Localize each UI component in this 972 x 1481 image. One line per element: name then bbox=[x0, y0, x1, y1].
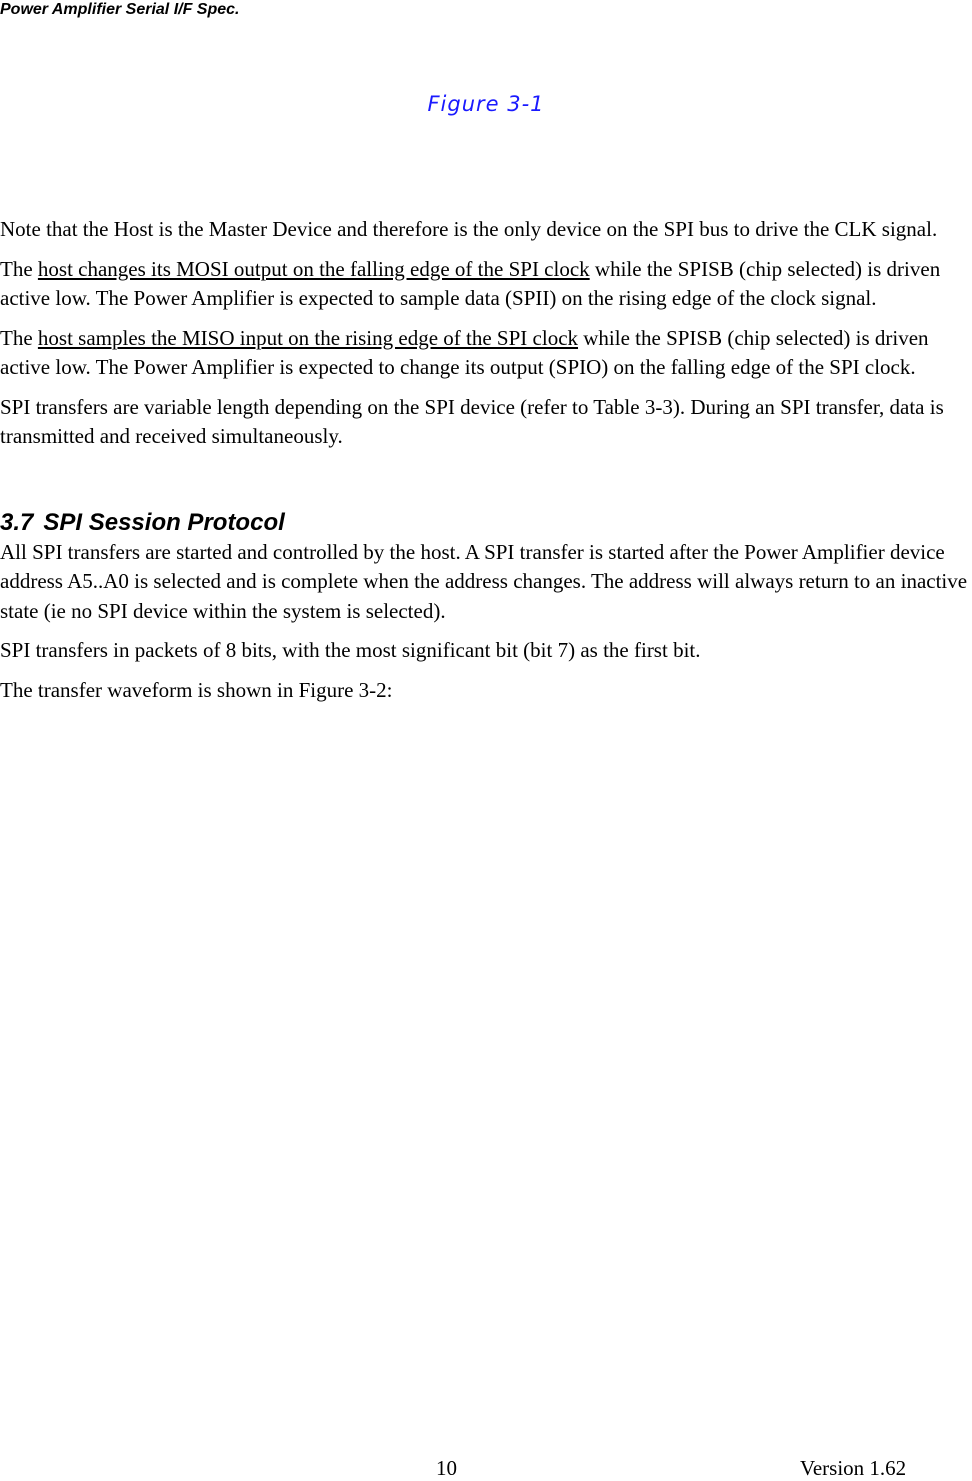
paragraph-packet-size: SPI transfers in packets of 8 bits, with the most significant bit (bit 7) as the first bit. bbox=[0, 638, 701, 662]
paragraph-miso bbox=[0, 324, 970, 383]
version-label: Version 1.62 bbox=[800, 1456, 907, 1480]
paragraph-host-master: Note that the Host is the Master Device and therefore is the only device on the SPI bus to drive the CLK signal. bbox=[0, 217, 938, 241]
paragraph-transfer-length: SPI transfers are variable length depending on the SPI device (refer to Table 3-3). During an SPI transfer, data is transmitted and received simultaneously. bbox=[0, 394, 944, 448]
paragraph-miso-prefix: The bbox=[0, 325, 38, 350]
paragraph-mosi-suffix: while the SPISB (chip selected) is driven active low. The Power Amplifier is expected to sample data (SPII) on the rising edge of the clock signal. bbox=[0, 256, 941, 310]
document-body bbox=[0, 215, 970, 715]
page-number: 10 bbox=[436, 1456, 457, 1480]
miso-underlined-text: host samples the MISO input on the rising edge of the SPI clock bbox=[37, 325, 579, 350]
section-title: SPI Session Protocol bbox=[43, 508, 285, 536]
document-header: Power Amplifier Serial I/F Spec. bbox=[0, 1, 240, 18]
paragraph-waveform-ref: The transfer waveform is shown in Figure 3-2: bbox=[0, 677, 393, 702]
section-number: 3.7 bbox=[0, 508, 34, 536]
paragraph-mosi bbox=[0, 255, 970, 314]
paragraph-session-control: All SPI transfers are started and controlled by the host. A SPI transfer is started after the Power Amplifier device address A5..A0 is selected and is complete when the address changes. The address will always return to an inactive state (ie no SPI device within the system is selected). bbox=[0, 539, 968, 623]
section-heading bbox=[0, 508, 970, 538]
paragraph-mosi-prefix: The bbox=[0, 256, 38, 281]
paragraph-miso-suffix: while the SPISB (chip selected) is driven active low. The Power Amplifier is expected to change its output (SPIO) on the falling edge of the SPI clock. bbox=[0, 325, 929, 379]
figure-caption: Figure 3-1 bbox=[427, 92, 545, 116]
mosi-underlined-text: host changes its MOSI output on the falling edge of the SPI clock bbox=[37, 256, 590, 281]
